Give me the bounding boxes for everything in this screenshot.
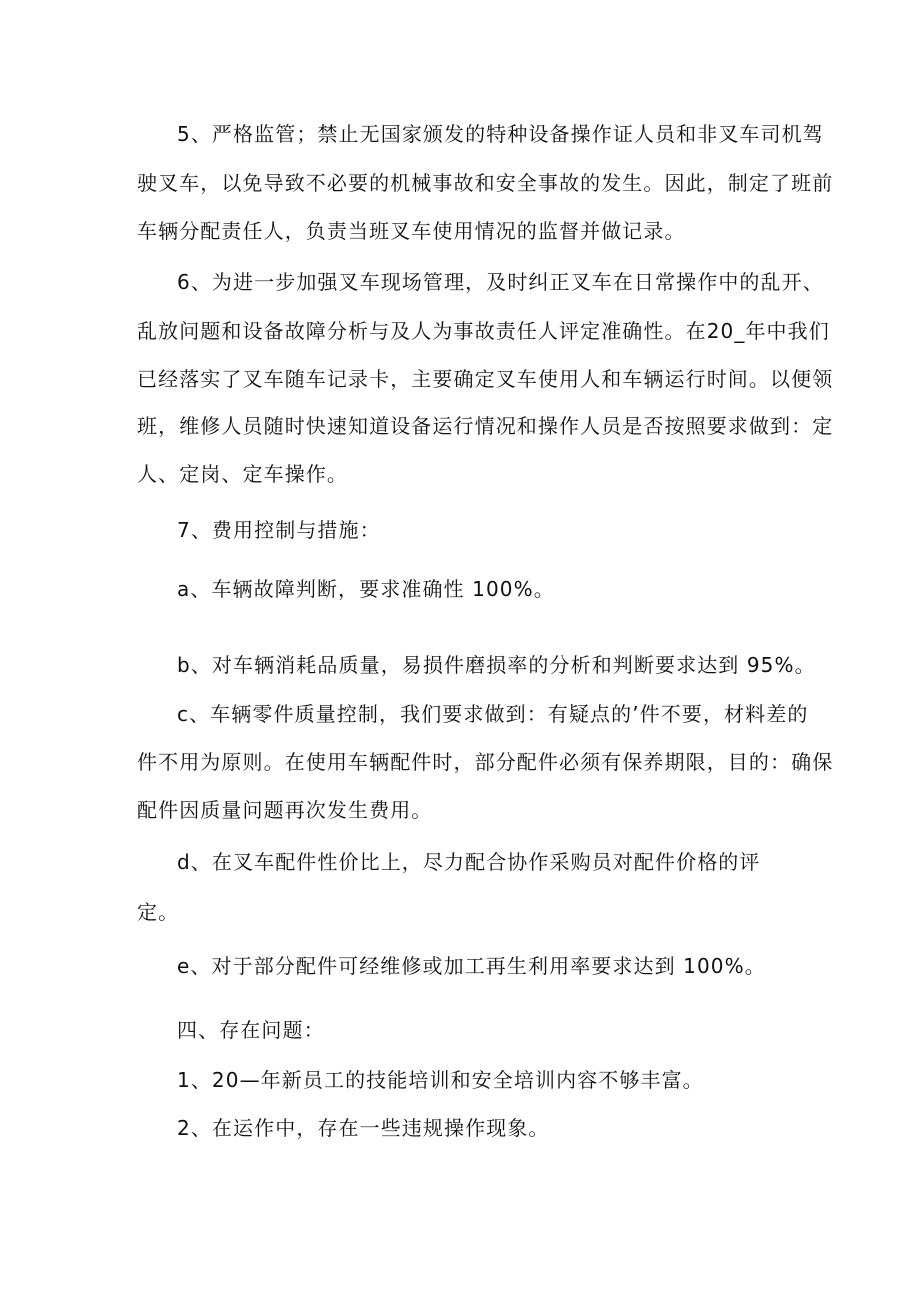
- paragraph-5-line-3: 车辆分配责任人，负责当班叉车使用情况的监督并做记录。: [137, 219, 686, 243]
- item-e: e、对于部分配件可经维修或加工再生利用率要求达到 100%。: [177, 954, 766, 978]
- paragraph-6-line-5: 人、定岗、定车操作。: [137, 462, 348, 486]
- item-b: b、对车辆消耗品质量，易损件磨损率的分析和判断要求达到 95%。: [177, 653, 816, 677]
- item-d-line-2: 定。: [137, 900, 180, 924]
- paragraph-6-line-2: 乱放问题和设备故障分析与及人为事故责任人评定准确性。在20_年中我们: [137, 319, 830, 343]
- paragraph-5-line-2: 驶叉车，以免导致不必要的机械事故和安全事故的发生。因此，制定了班前: [137, 171, 834, 195]
- problem-2: 2、在运作中，存在一些违规操作现象。: [177, 1116, 550, 1140]
- section-7-heading: 7、费用控制与措施：: [177, 518, 381, 542]
- paragraph-5-line-1: 5、严格监管；禁止无国家颁发的特种设备操作证人员和非叉车司机驾: [177, 122, 824, 146]
- item-c-line-3: 配件因质量问题再次发生费用。: [137, 798, 433, 822]
- paragraph-6-line-3: 已经落实了叉车随车记录卡，主要确定叉车使用人和车辆运行时间。以便领: [137, 367, 834, 391]
- item-c-line-1: c、车辆零件质量控制，我们要求做到：有疑点的’件不要，材料差的: [177, 702, 809, 726]
- item-a: a、车辆故障判断，要求准确性 100%。: [177, 577, 555, 601]
- paragraph-6-line-4: 班，维修人员随时快速知道设备运行情况和操作人员是否按照要求做到：定: [137, 414, 834, 438]
- item-d-line-1: d、在叉车配件性价比上，尽力配合协作采购员对配件价格的评: [177, 850, 761, 874]
- section-4-heading: 四、存在问题：: [177, 1018, 325, 1042]
- paragraph-6-line-1: 6、为进一步加强叉车现场管理，及时纠正叉车在日常操作中的乱开、: [177, 270, 824, 294]
- problem-1: 1、20—年新员工的技能培训和安全培训内容不够丰富。: [177, 1068, 704, 1092]
- item-c-line-2: 件不用为原则。在使用车辆配件时，部分配件必须有保养期限，目的：确保: [137, 750, 834, 774]
